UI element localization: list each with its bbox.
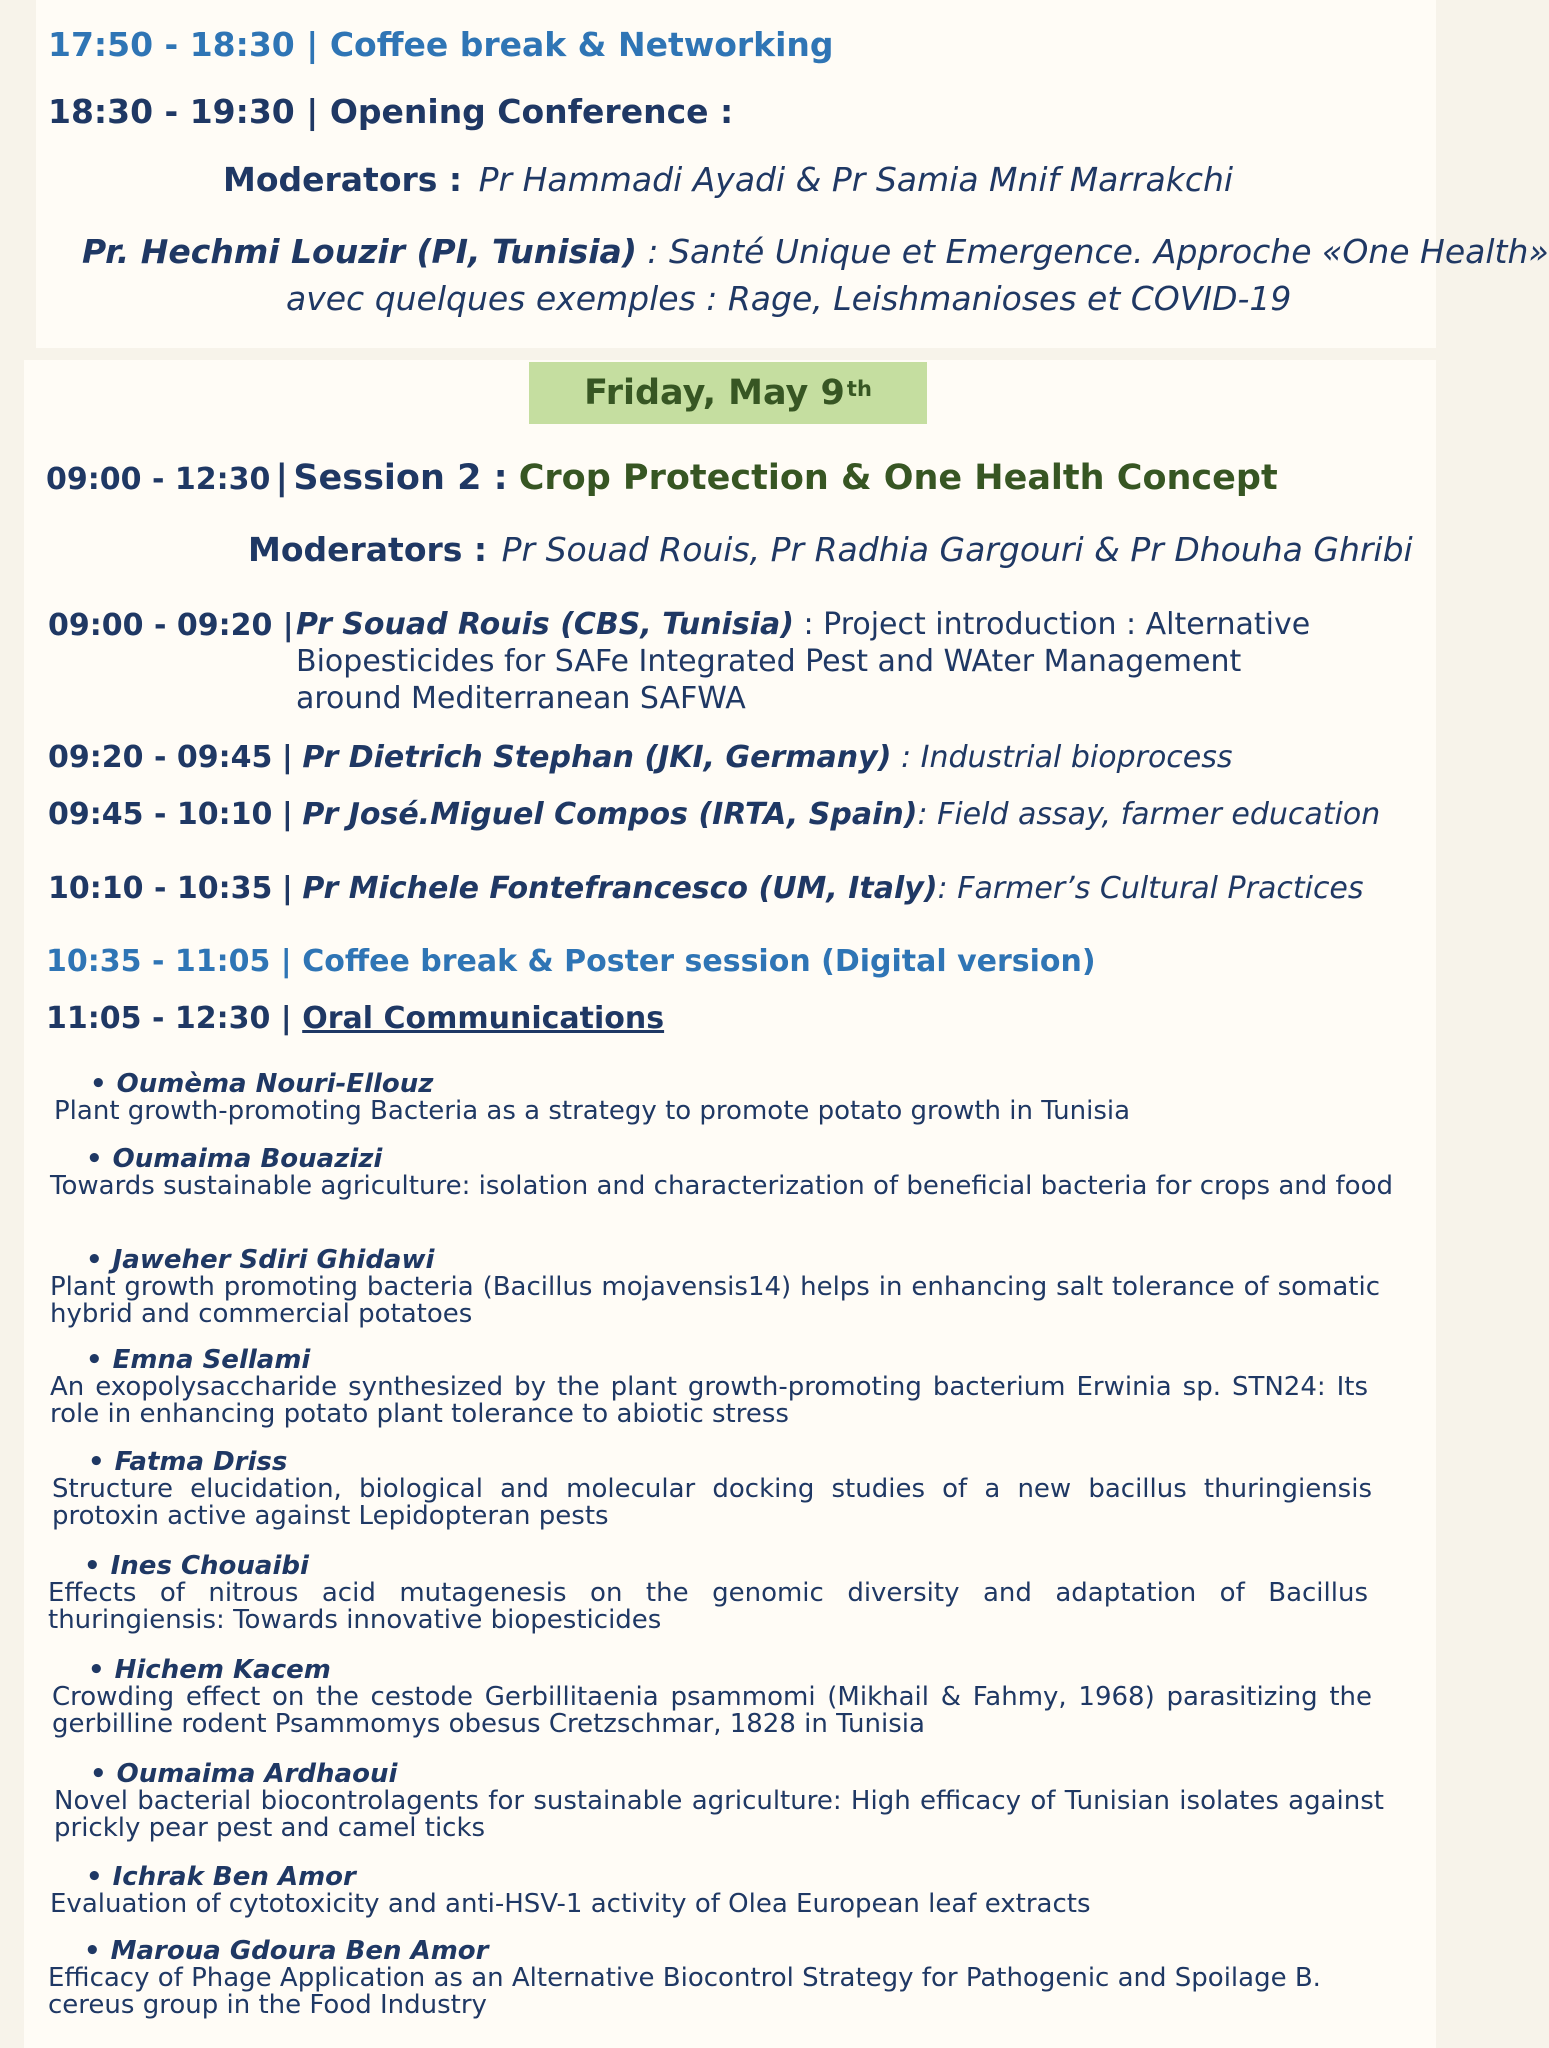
talk-item [48,740,1233,775]
bullet-icon: • [84,1936,101,1966]
day-label: Friday, May 9 [584,373,845,413]
communication-item [52,1656,1372,1738]
bullet-icon: • [86,1345,103,1375]
opening-moderators-row [223,160,1233,199]
coffee-break-networking-row [48,25,834,64]
separator: | [275,458,289,498]
keynote-line-2: avec quelques exemples : Rage, Leishmanioses et COVID-19 [286,279,1292,318]
keynote-speaker: Pr. Hechmi Louzir (PI, Tunisia) [82,232,637,271]
moderators-label: Moderators : [248,530,488,569]
separator: | [281,871,293,906]
oral-communications-row [46,1001,664,1036]
bullet-icon: • [88,1655,105,1685]
event-label: Coffee break & Poster session (Digital version) [302,944,1096,979]
communication-author: • Ines Chouaibi [84,1551,309,1581]
separator: | [280,1001,292,1036]
communication-title: Structure elucidation, biological and molecular docking studies of a new bacillus thuringiensis protoxin active against Lepidopteran pests [52,1474,1372,1531]
communication-author: • Oumaima Bouazizi [86,1144,383,1174]
communication-author: • Maroua Gdoura Ben Amor [84,1936,489,1966]
bullet-icon: • [86,1144,103,1174]
oral-communications-link[interactable]: Oral Communications [302,1001,665,1036]
communication-author: • Fatma Driss [88,1447,288,1477]
opening-conference-row [48,92,733,131]
communication-item [54,1070,1214,1125]
event-label: Opening Conference : [329,92,734,131]
separator: | [280,944,292,979]
time-slot: 10:35 - 11:05 [46,944,271,979]
communication-item [52,1448,1372,1530]
communication-item [50,1346,1368,1428]
session-theme: Crop Protection & One Health Concept [518,458,1278,498]
keynote-title: : Santé Unique et Emergence. Approche «One Health» [647,232,1549,271]
communication-item [50,1145,1410,1200]
talk-time: 09:00 - 09:20 | [48,608,294,643]
bullet-icon: • [90,1069,107,1099]
communication-author: • Ichrak Ben Amor [86,1862,356,1892]
talk-speaker: Pr Michele Fontefrancesco (UM, Italy) [302,871,938,906]
moderators-names: Pr Souad Rouis, Pr Radhia Gargouri & Pr Dhouha Ghribi [501,530,1413,569]
coffee-break-poster-row [46,944,1096,979]
communication-title: An exopolysaccharide synthesized by the plant growth-promoting bacterium Erwinia sp. STN24: Its role in enhancing potato plant tolerance to abiotic stress [50,1372,1368,1429]
bullet-icon: • [88,1447,105,1477]
communication-author: • Jaweher Sdiri Ghidawi [86,1245,435,1275]
communication-title: Efficacy of Phage Application as an Alternative Biocontrol Strategy for Pathogenic and Spoilage B. cereus group in the Food Industry [48,1963,1321,2020]
bullet-icon: • [86,1245,103,1275]
communication-title: Crowding effect on the cestode Gerbillitaenia psammomi (Mikhail & Fahmy, 1968) parasitizing the gerbilline rodent Psammomys obesus Cretzschmar, 1828 in Tunisia [52,1682,1372,1739]
talk-title: : Industrial bioprocess [900,740,1233,775]
communication-title: Plant growth promoting bacteria (Bacillus mojavensis14) helps in enhancing salt tolerance of somatic hybrid and commercial potatoes [50,1272,1380,1329]
communication-item [54,1760,1384,1842]
communication-author: • Hichem Kacem [88,1655,331,1685]
talk-time: 09:20 - 09:45 [48,740,273,775]
time-slot: 11:05 - 12:30 [46,1001,271,1036]
bullet-icon: • [86,1862,103,1892]
day-banner [529,362,927,424]
keynote-line-1 [82,232,1549,271]
talk-title: : Project introduction : Alternative Biopesticides for SAFe Integrated Pest and WAter Management around Mediterranean SAFWA [296,607,1311,716]
moderators-label: Moderators : [223,160,463,199]
session-2-row [46,458,1278,498]
talk-speaker: Pr José.Miguel Compos (IRTA, Spain) [302,797,918,832]
session-2-moderators-row [248,530,1413,569]
communication-item [48,1937,1368,2019]
bullet-icon: • [90,1759,107,1789]
communication-item [48,1552,1368,1634]
separator: | [281,797,293,832]
talk-title: : Field assay, farmer education [917,797,1381,832]
separator: | [306,92,319,131]
communication-title: Novel bacterial biocontrolagents for sustainable agriculture: High efficacy of Tunisian isolates against prickly pear pest and camel ticks [54,1786,1384,1843]
talk-speaker: Pr Dietrich Stephan (JKI, Germany) [302,740,892,775]
time-slot: 18:30 - 19:30 [48,92,295,131]
time-slot: 17:50 - 18:30 [48,25,295,64]
communication-author: • Oumèma Nouri-Ellouz [90,1069,434,1099]
communication-author: • Emna Sellami [86,1345,311,1375]
bullet-icon: • [84,1551,101,1581]
day-suffix: th [846,377,872,401]
talk-time: 10:10 - 10:35 [48,871,273,906]
talk-item [48,871,1364,906]
communication-item [50,1246,1380,1328]
talk-title: : Farmer’s Cultural Practices [937,871,1364,906]
session-label: Session 2 : [293,458,508,498]
talk-item [48,797,1380,832]
event-label: Coffee break & Networking [329,25,834,64]
time-slot: 09:00 - 12:30 [46,462,271,497]
communication-title: Towards sustainable agriculture: isolation and characterization of beneficial bacteria for crops and food [50,1171,1393,1201]
communication-title: Plant growth-promoting Bacteria as a strategy to promote potato growth in Tunisia [54,1096,1131,1126]
talk-time: 09:45 - 10:10 [48,797,273,832]
communication-title: Effects of nitrous acid mutagenesis on the genomic diversity and adaptation of Bacillus thuringiensis: Towards innovative biopesticides [48,1578,1368,1635]
moderators-names: Pr Hammadi Ayadi & Pr Samia Mnif Marrakchi [478,160,1234,199]
talk-item [296,606,1346,717]
separator: | [281,740,293,775]
communication-item [50,1863,1250,1918]
talk-speaker: Pr Souad Rouis (CBS, Tunisia) [296,607,794,642]
communication-title: Evaluation of cytotoxicity and anti-HSV-1 activity of Olea European leaf extracts [50,1889,1091,1919]
communication-author: • Oumaima Ardhaoui [90,1759,398,1789]
separator: | [306,25,319,64]
